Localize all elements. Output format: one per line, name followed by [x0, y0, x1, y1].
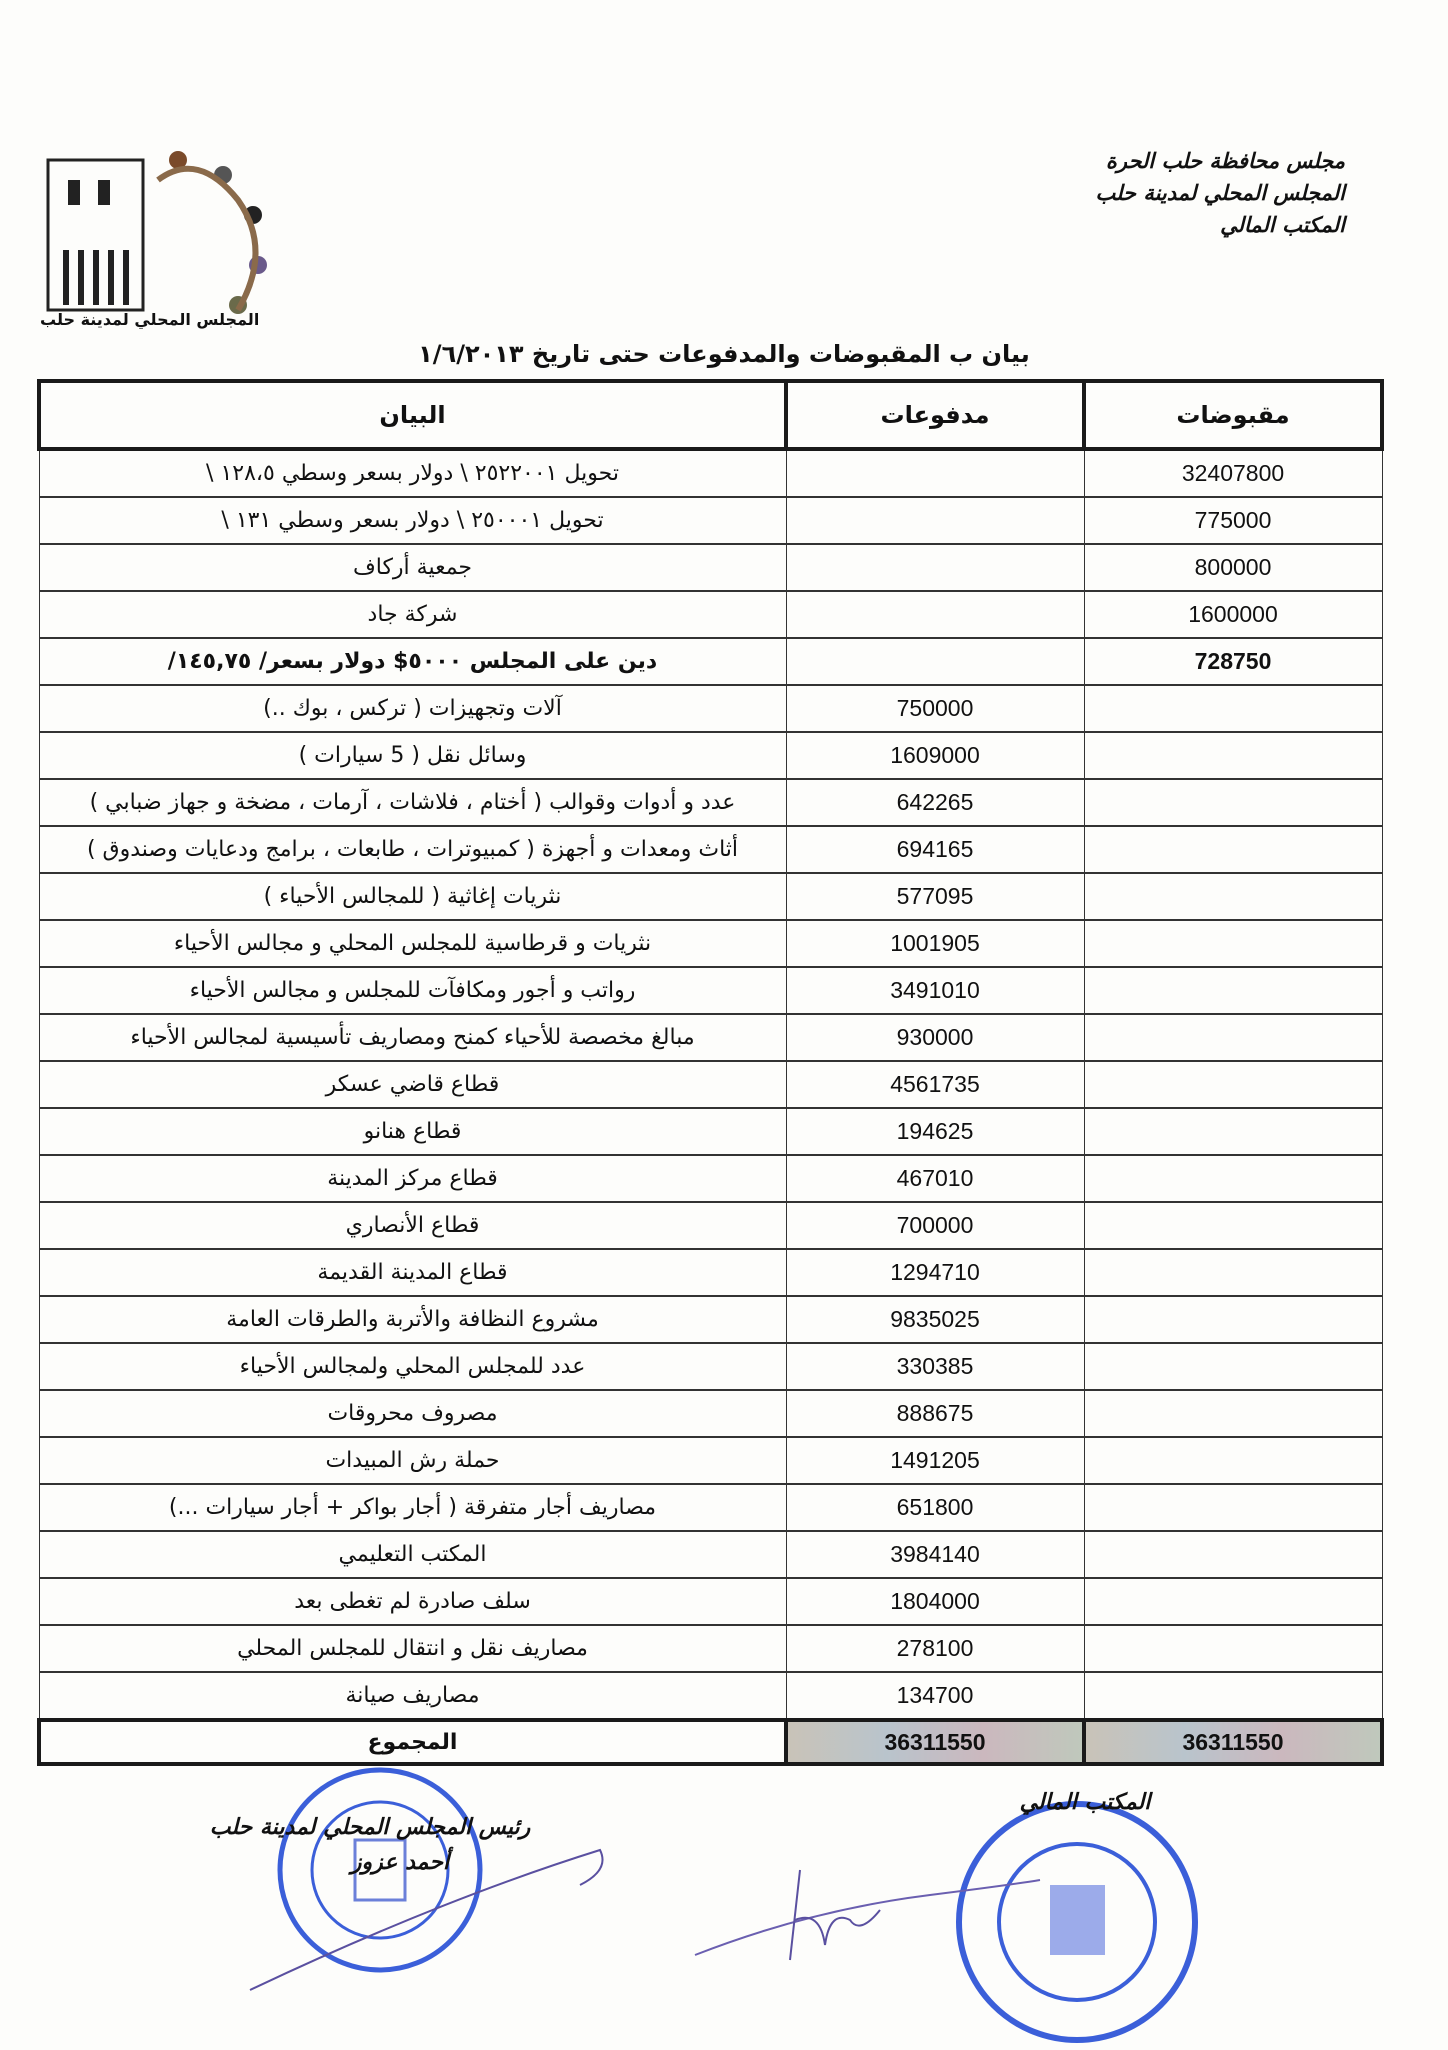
table-row	[39, 826, 1382, 873]
payments-cell: 3984140	[786, 1531, 1084, 1578]
description-cell: أثاث ومعدات و أجهزة ( كمبيوترات ، طابعات ، برامج ودعايات وصندوق )	[39, 826, 786, 873]
receipts-cell	[1084, 1531, 1382, 1578]
receipts-cell	[1084, 1625, 1382, 1672]
table-row	[39, 591, 1382, 638]
receipts-cell	[1084, 826, 1382, 873]
description-cell: تحويل ٢٥٢٢٠٠١ \ دولار بسعر وسطي ١٢٨،٥ \	[39, 449, 786, 497]
description-cell: نثريات إغاثية ( للمجالس الأحياء )	[39, 873, 786, 920]
receipts-cell	[1084, 779, 1382, 826]
receipts-cell	[1084, 1343, 1382, 1390]
table-row	[39, 685, 1382, 732]
receipts-cell	[1084, 920, 1382, 967]
table-row	[39, 1531, 1382, 1578]
receipts-cell: 728750	[1084, 638, 1382, 685]
table-row	[39, 779, 1382, 826]
table-header-row	[39, 381, 1382, 449]
president-title: رئيس المجلس المحلي لمدينة حلب	[209, 1815, 531, 1840]
finance-office-signature-label: المكتب المالي	[1019, 1790, 1151, 1815]
receipts-cell	[1084, 1484, 1382, 1531]
table-row	[39, 873, 1382, 920]
payments-cell: 700000	[786, 1202, 1084, 1249]
description-cell: المكتب التعليمي	[39, 1531, 786, 1578]
logo-caption: المجلس المحلي لمدينة حلب	[40, 310, 260, 329]
payments-cell: 888675	[786, 1390, 1084, 1437]
receipts-cell	[1084, 1061, 1382, 1108]
payments-cell: 467010	[786, 1155, 1084, 1202]
receipts-cell	[1084, 873, 1382, 920]
payments-cell: 4561735	[786, 1061, 1084, 1108]
payments-cell: 651800	[786, 1484, 1084, 1531]
payments-cell: 1294710	[786, 1249, 1084, 1296]
payments-cell: 1001905	[786, 920, 1084, 967]
header-payments: مدفوعات	[786, 381, 1084, 449]
letterhead-line: مجلس محافظة حلب الحرة	[1105, 149, 1345, 173]
receipts-cell	[1084, 732, 1382, 779]
description-cell: شركة جاد	[39, 591, 786, 638]
description-cell: قطاع هنانو	[39, 1108, 786, 1155]
table-row	[39, 638, 1382, 685]
document-title: بيان ب المقبوضات والمدفوعات حتى تاريخ ١/٦/٢٠١٣	[418, 340, 1030, 368]
table-row	[39, 1390, 1382, 1437]
table-row	[39, 732, 1382, 779]
table-row	[39, 544, 1382, 591]
letterhead	[1095, 145, 1345, 241]
table-row	[39, 1343, 1382, 1390]
payments-cell: 694165	[786, 826, 1084, 873]
table-row	[39, 1202, 1382, 1249]
receipts-cell	[1084, 1014, 1382, 1061]
description-cell: عدد و أدوات وقوالب ( أختام ، فلاشات ، آرمات ، مضخة و جهاز ضبابي )	[39, 779, 786, 826]
table-row	[39, 1061, 1382, 1108]
receipts-cell: 1600000	[1084, 591, 1382, 638]
table-row	[39, 1484, 1382, 1531]
header-description: البيان	[39, 381, 786, 449]
payments-cell	[786, 497, 1084, 544]
description-cell: قطاع مركز المدينة	[39, 1155, 786, 1202]
receipts-cell	[1084, 1108, 1382, 1155]
payments-cell: 134700	[786, 1672, 1084, 1720]
description-cell: مصاريف نقل و انتقال للمجلس المحلي	[39, 1625, 786, 1672]
payments-cell: 750000	[786, 685, 1084, 732]
description-cell: مصروف محروقات	[39, 1390, 786, 1437]
header-receipts: مقبوضات	[1084, 381, 1382, 449]
receipts-cell: 800000	[1084, 544, 1382, 591]
description-cell: آلات وتجهيزات ( تركس ، بوك ..)	[39, 685, 786, 732]
table-row	[39, 1437, 1382, 1484]
payments-cell	[786, 544, 1084, 591]
description-cell: رواتب و أجور ومكافآت للمجلس و مجالس الأحياء	[39, 967, 786, 1014]
description-cell: مصاريف صيانة	[39, 1672, 786, 1720]
description-cell: عدد للمجلس المحلي ولمجالس الأحياء	[39, 1343, 786, 1390]
payments-cell: 330385	[786, 1343, 1084, 1390]
table-row	[39, 920, 1382, 967]
table-row	[39, 1296, 1382, 1343]
table-row	[39, 1014, 1382, 1061]
receipts-cell: 32407800	[1084, 449, 1382, 497]
receipts-cell	[1084, 1390, 1382, 1437]
receipts-cell	[1084, 1249, 1382, 1296]
description-cell: دين على المجلس ٥٠٠٠$ دولار بسعر/ ١٤٥,٧٥/	[39, 638, 786, 685]
description-cell: وسائل نقل ( 5 سيارات )	[39, 732, 786, 779]
receipts-cell	[1084, 1672, 1382, 1720]
table-row	[39, 449, 1382, 497]
total-receipts: 36311550	[1084, 1720, 1382, 1764]
payments-cell: 1609000	[786, 732, 1084, 779]
description-cell: مشروع النظافة والأتربة والطرقات العامة	[39, 1296, 786, 1343]
receipts-cell	[1084, 1155, 1382, 1202]
handwritten-signature	[690, 1850, 1050, 1970]
description-cell: قطاع المدينة القديمة	[39, 1249, 786, 1296]
description-cell: حملة رش المبيدات	[39, 1437, 786, 1484]
description-cell: جمعية أركاف	[39, 544, 786, 591]
table-row	[39, 967, 1382, 1014]
description-cell: تحويل ٢٥٠٠٠١ \ دولار بسعر وسطي ١٣١ \	[39, 497, 786, 544]
letterhead-line: المكتب المالي	[1220, 213, 1345, 237]
total-label: المجموع	[39, 1720, 786, 1764]
table-row	[39, 1625, 1382, 1672]
table-row	[39, 1108, 1382, 1155]
president-name: أحمد عزوز	[350, 1850, 450, 1875]
payments-cell: 9835025	[786, 1296, 1084, 1343]
council-logo	[38, 140, 278, 330]
payments-cell: 194625	[786, 1108, 1084, 1155]
payments-cell: 1491205	[786, 1437, 1084, 1484]
payments-cell: 3491010	[786, 967, 1084, 1014]
total-row	[39, 1720, 1382, 1764]
receipts-cell	[1084, 967, 1382, 1014]
description-cell: نثريات و قرطاسية للمجلس المحلي و مجالس الأحياء	[39, 920, 786, 967]
payments-cell	[786, 638, 1084, 685]
payments-cell: 642265	[786, 779, 1084, 826]
table-row	[39, 1155, 1382, 1202]
receipts-cell	[1084, 1296, 1382, 1343]
payments-cell: 1804000	[786, 1578, 1084, 1625]
description-cell: مبالغ مخصصة للأحياء كمنح ومصاريف تأسيسية لمجالس الأحياء	[39, 1014, 786, 1061]
receipts-cell	[1084, 1437, 1382, 1484]
payments-cell	[786, 449, 1084, 497]
payments-cell: 278100	[786, 1625, 1084, 1672]
payments-cell: 930000	[786, 1014, 1084, 1061]
table-row	[39, 497, 1382, 544]
receipts-cell	[1084, 1578, 1382, 1625]
receipts-cell	[1084, 685, 1382, 732]
receipts-cell	[1084, 1202, 1382, 1249]
payments-cell	[786, 591, 1084, 638]
table-row	[39, 1249, 1382, 1296]
table-row	[39, 1578, 1382, 1625]
table-row	[39, 1672, 1382, 1720]
description-cell: قطاع الأنصاري	[39, 1202, 786, 1249]
letterhead-line: المجلس المحلي لمدينة حلب	[1095, 181, 1345, 205]
payments-cell: 577095	[786, 873, 1084, 920]
receipts-payments-table	[37, 379, 1384, 1766]
description-cell: سلف صادرة لم تغطى بعد	[39, 1578, 786, 1625]
description-cell: مصاريف أجار متفرقة ( أجار بواكر + أجار سيارات ...)	[39, 1484, 786, 1531]
receipts-cell: 775000	[1084, 497, 1382, 544]
description-cell: قطاع قاضي عسكر	[39, 1061, 786, 1108]
total-payments: 36311550	[786, 1720, 1084, 1764]
